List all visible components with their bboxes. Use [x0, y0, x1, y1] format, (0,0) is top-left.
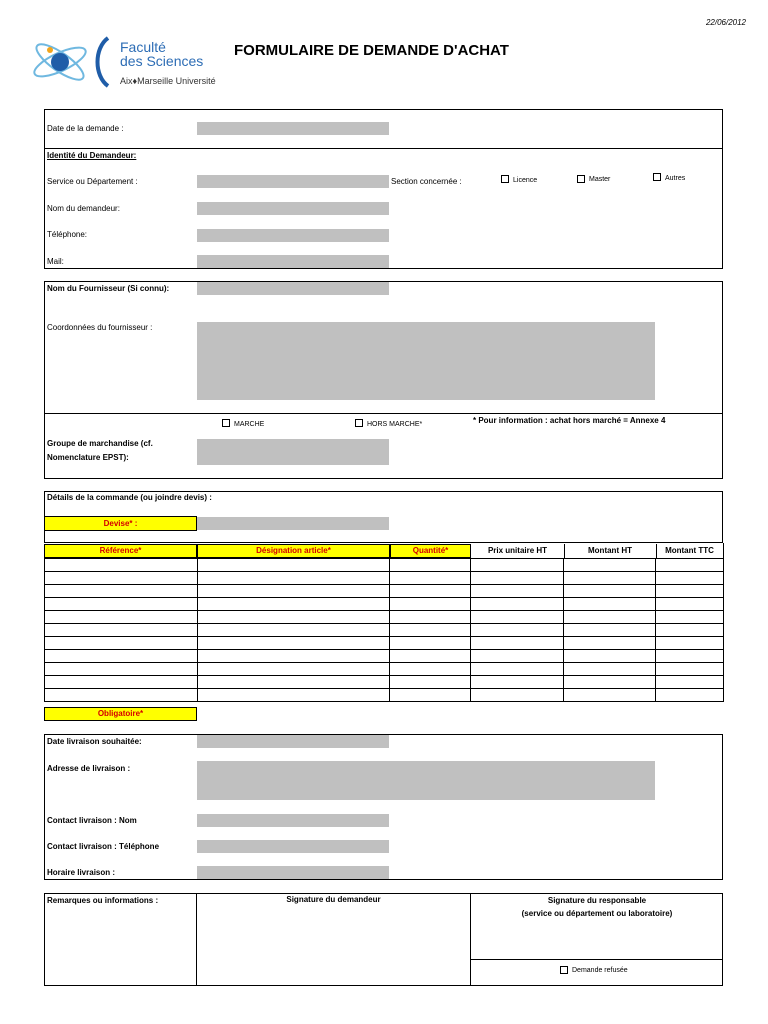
request-date-field[interactable] — [197, 122, 389, 135]
divider — [470, 959, 723, 960]
divider — [44, 148, 723, 149]
order-cell-quantity[interactable] — [390, 650, 471, 663]
mandatory-legend: Obligatoire* — [44, 707, 197, 721]
order-cell-designation[interactable] — [197, 585, 390, 598]
service-field[interactable] — [197, 175, 389, 188]
supplier-name-field[interactable] — [197, 282, 389, 295]
table-row — [45, 637, 724, 650]
order-cell-unit-price[interactable] — [471, 637, 564, 650]
requester-name-label: Nom du demandeur: — [47, 204, 120, 213]
delivery-address-field[interactable] — [197, 761, 655, 800]
divider — [196, 893, 197, 986]
delivery-contact-name-field[interactable] — [197, 814, 389, 827]
delivery-section — [44, 734, 723, 880]
order-cell-amount-ttc[interactable] — [656, 611, 724, 624]
phone-label: Téléphone: — [47, 230, 88, 239]
supplier-contact-label: Coordonnées du fournisseur : — [47, 323, 153, 332]
order-cell-unit-price[interactable] — [471, 650, 564, 663]
order-cell-amount-ttc[interactable] — [656, 676, 724, 689]
divider — [564, 544, 565, 558]
licence-checkbox-label: Licence — [513, 177, 538, 184]
delivery-contact-phone-field[interactable] — [197, 840, 389, 853]
atom-icon — [30, 34, 120, 90]
order-cell-unit-price[interactable] — [471, 585, 564, 598]
order-cell-unit-price[interactable] — [471, 624, 564, 637]
order-cell-quantity[interactable] — [390, 676, 471, 689]
order-cell-amount-ttc[interactable] — [656, 650, 724, 663]
delivery-contact-name-label: Contact livraison : Nom — [47, 816, 137, 825]
order-cell-unit-price[interactable] — [471, 559, 564, 572]
merchandise-group-label-line1: Groupe de marchandise (cf. — [47, 439, 153, 448]
supplier-contact-field[interactable] — [197, 322, 655, 400]
table-row — [45, 598, 724, 611]
delivery-address-label: Adresse de livraison : — [47, 764, 131, 773]
remarks-label: Remarques ou informations : — [47, 896, 159, 905]
order-cell-designation[interactable] — [197, 689, 390, 702]
order-cell-designation[interactable] — [197, 572, 390, 585]
hors-marche-checkbox-label: HORS MARCHE* — [367, 421, 423, 428]
divider — [44, 413, 723, 414]
order-cell-unit-price[interactable] — [471, 611, 564, 624]
order-cell-quantity[interactable] — [390, 598, 471, 611]
order-cell-quantity[interactable] — [390, 663, 471, 676]
logo-text-university: Aix♦Marseille Université — [120, 76, 216, 86]
table-row — [45, 585, 724, 598]
merchandise-group-field[interactable] — [197, 439, 389, 465]
order-cell-amount-ttc[interactable] — [656, 598, 724, 611]
order-cell-amount-ht[interactable] — [564, 585, 656, 598]
divider — [723, 543, 724, 558]
request-refused-checkbox[interactable] — [560, 966, 568, 974]
order-cell-amount-ht[interactable] — [564, 676, 656, 689]
order-cell-amount-ttc[interactable] — [656, 572, 724, 585]
order-cell-amount-ttc[interactable] — [656, 689, 724, 702]
order-cell-quantity[interactable] — [390, 624, 471, 637]
order-cell-quantity[interactable] — [390, 611, 471, 624]
order-cell-amount-ht[interactable] — [564, 689, 656, 702]
column-header-amount-ttc: Montant TTC — [665, 546, 714, 555]
order-cell-designation[interactable] — [197, 663, 390, 676]
column-header-reference: Référence* — [44, 544, 197, 558]
order-cell-amount-ttc[interactable] — [656, 585, 724, 598]
order-cell-reference[interactable] — [45, 572, 198, 585]
order-cell-quantity[interactable] — [390, 572, 471, 585]
phone-field[interactable] — [197, 229, 389, 242]
column-header-quantity: Quantité* — [390, 544, 471, 558]
order-cell-designation[interactable] — [197, 624, 390, 637]
order-cell-designation[interactable] — [197, 598, 390, 611]
form-title: FORMULAIRE DE DEMANDE D'ACHAT — [234, 42, 509, 59]
delivery-date-label: Date livraison souhaitée: — [47, 737, 142, 746]
mail-field[interactable] — [197, 255, 389, 268]
order-cell-unit-price[interactable] — [471, 689, 564, 702]
order-cell-designation[interactable] — [197, 637, 390, 650]
order-cell-unit-price[interactable] — [471, 663, 564, 676]
order-cell-reference[interactable] — [45, 676, 198, 689]
order-lines-table — [44, 558, 724, 702]
manager-signature-sublabel: (service ou département ou laboratoire) — [521, 909, 673, 918]
table-row — [45, 650, 724, 663]
order-cell-amount-ht[interactable] — [564, 624, 656, 637]
order-cell-reference[interactable] — [45, 637, 198, 650]
order-cell-reference[interactable] — [45, 598, 198, 611]
order-cell-unit-price[interactable] — [471, 598, 564, 611]
order-cell-amount-ttc[interactable] — [656, 559, 724, 572]
order-cell-reference[interactable] — [45, 624, 198, 637]
licence-checkbox[interactable] — [501, 175, 509, 183]
marche-checkbox-label: MARCHE — [234, 421, 265, 428]
section-concernee-label: Section concernée : — [391, 177, 462, 186]
table-row — [45, 689, 724, 702]
table-row — [45, 663, 724, 676]
master-checkbox[interactable] — [577, 175, 585, 183]
marche-checkbox[interactable] — [222, 419, 230, 427]
manager-signature-label: Signature du responsable — [547, 896, 647, 905]
requester-name-field[interactable] — [197, 202, 389, 215]
order-details-label: Détails de la commande (ou joindre devis) : — [47, 493, 212, 502]
faculty-logo — [30, 34, 120, 90]
currency-label: Devise* : — [44, 516, 197, 531]
order-cell-reference[interactable] — [45, 689, 198, 702]
order-cell-amount-ht[interactable] — [564, 663, 656, 676]
order-cell-amount-ht[interactable] — [564, 650, 656, 663]
order-cell-amount-ht[interactable] — [564, 611, 656, 624]
divider — [470, 893, 471, 986]
delivery-contact-phone-label: Contact livraison : Téléphone — [47, 842, 160, 851]
order-cell-amount-ht[interactable] — [564, 637, 656, 650]
order-cell-reference[interactable] — [45, 663, 198, 676]
column-header-amount-ht: Montant HT — [588, 546, 632, 555]
divider — [656, 544, 657, 558]
table-row — [45, 559, 724, 572]
logo-text-faculte: Faculté des Sciences — [120, 39, 204, 69]
autres-checkbox[interactable] — [653, 173, 661, 181]
autres-checkbox-label: Autres — [665, 175, 686, 182]
table-row — [45, 611, 724, 624]
order-cell-quantity[interactable] — [390, 637, 471, 650]
document-date: 22/06/2012 — [705, 18, 746, 27]
request-refused-label: Demande refusée — [572, 967, 628, 974]
table-row — [45, 676, 724, 689]
order-cell-designation[interactable] — [197, 676, 390, 689]
currency-field[interactable] — [197, 517, 389, 530]
order-cell-amount-ttc[interactable] — [656, 637, 724, 650]
order-cell-unit-price[interactable] — [471, 676, 564, 689]
order-cell-reference[interactable] — [45, 559, 198, 572]
requester-signature-label: Signature du demandeur — [286, 895, 381, 904]
order-cell-amount-ttc[interactable] — [656, 663, 724, 676]
order-cell-amount-ht[interactable] — [564, 559, 656, 572]
column-header-designation: Désignation article* — [197, 544, 390, 558]
order-cell-unit-price[interactable] — [471, 572, 564, 585]
request-date-label: Date de la demande : — [47, 124, 124, 133]
order-cell-designation[interactable] — [197, 559, 390, 572]
requester-identity-label: Identité du Demandeur: — [47, 151, 137, 160]
order-cell-designation[interactable] — [197, 650, 390, 663]
merchandise-group-label-line2: Nomenclature EPST): — [47, 453, 129, 462]
order-cell-amount-ttc[interactable] — [656, 624, 724, 637]
column-header-unit-price: Prix unitaire HT — [487, 546, 548, 555]
mail-label: Mail: — [47, 257, 64, 266]
delivery-hours-field[interactable] — [197, 866, 389, 879]
order-cell-reference[interactable] — [45, 585, 198, 598]
order-cell-reference[interactable] — [45, 611, 198, 624]
supplier-name-label: Nom du Fournisseur (Si connu): — [47, 284, 170, 293]
order-cell-amount-ht[interactable] — [564, 598, 656, 611]
table-row — [45, 572, 724, 585]
order-cell-quantity[interactable] — [390, 585, 471, 598]
hors-marche-info-note: * Pour information : achat hors marché = Annexe 4 — [473, 416, 666, 425]
order-cell-amount-ht[interactable] — [564, 572, 656, 585]
delivery-hours-label: Horaire livraison : — [47, 868, 116, 877]
order-cell-quantity[interactable] — [390, 689, 471, 702]
delivery-date-field[interactable] — [197, 735, 389, 748]
service-label: Service ou Département : — [47, 177, 138, 186]
master-checkbox-label: Master — [589, 176, 611, 183]
order-cell-designation[interactable] — [197, 611, 390, 624]
order-cell-quantity[interactable] — [390, 559, 471, 572]
table-row — [45, 624, 724, 637]
hors-marche-checkbox[interactable] — [355, 419, 363, 427]
order-cell-reference[interactable] — [45, 650, 198, 663]
